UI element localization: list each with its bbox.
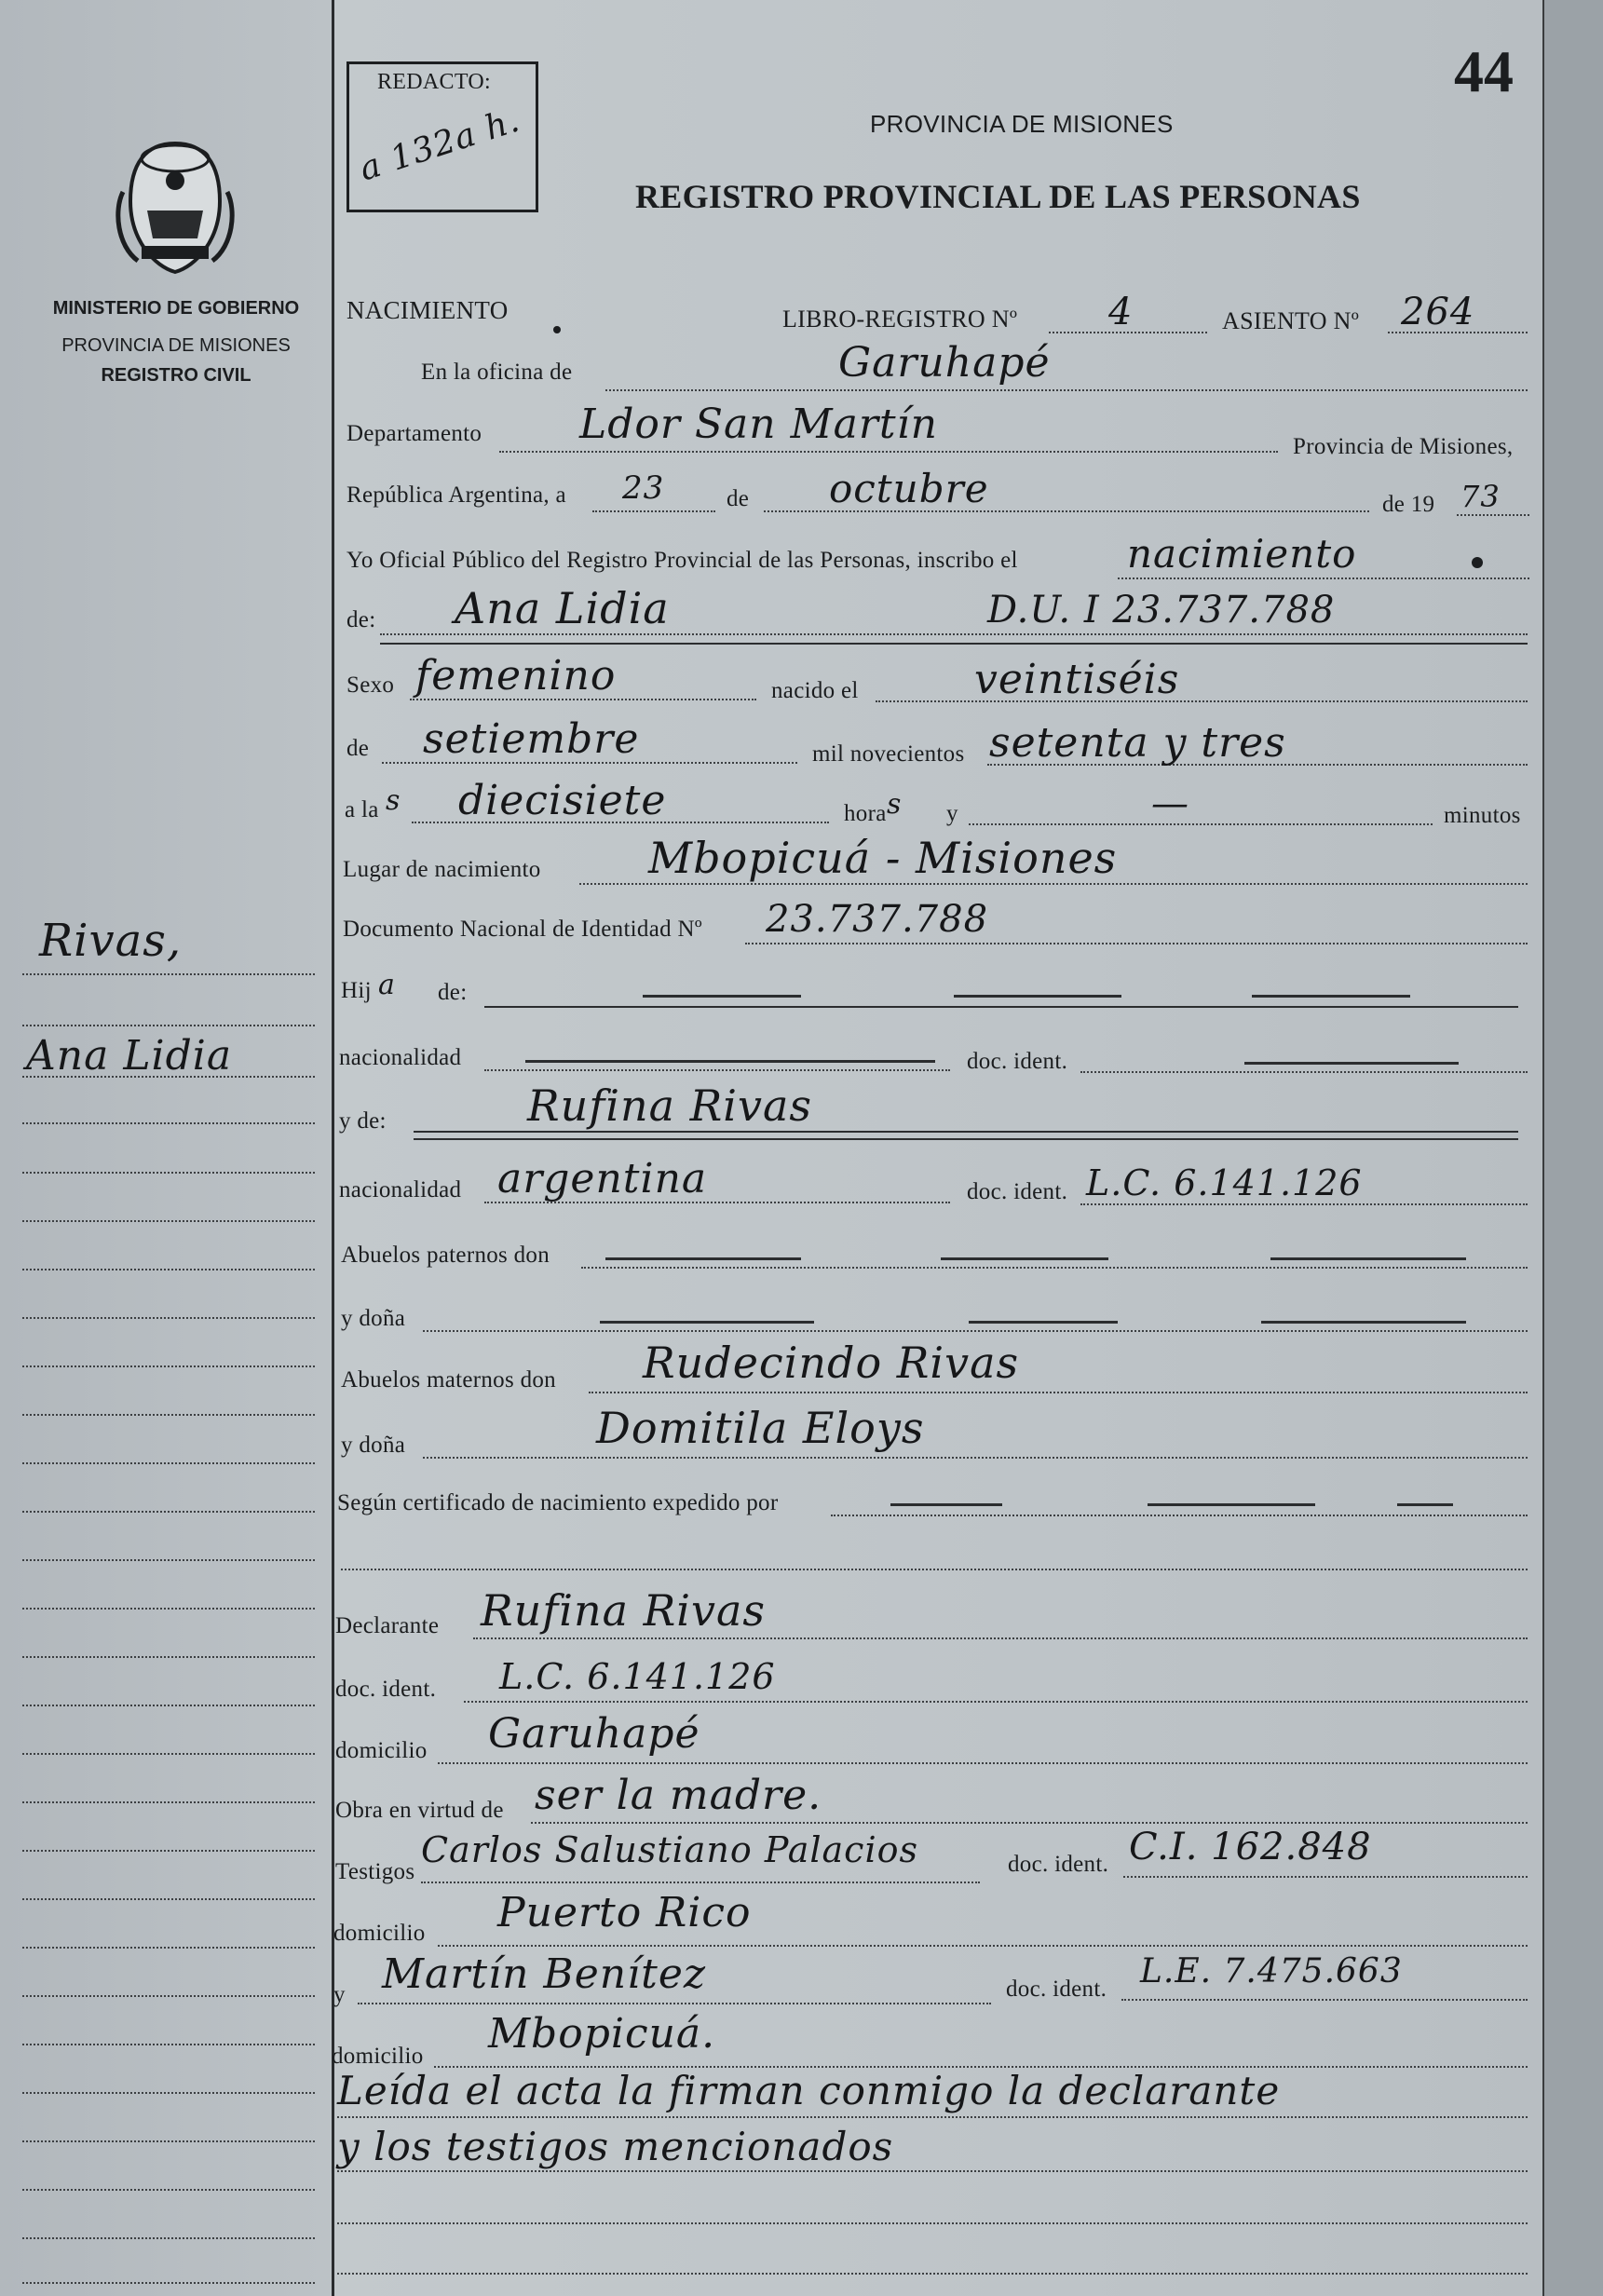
sidebar-line bbox=[22, 1025, 315, 1026]
label-libro: LIBRO-REGISTRO Nº bbox=[782, 306, 1018, 333]
sidebar-line bbox=[22, 1801, 315, 1803]
label-sexo: Sexo bbox=[346, 672, 395, 698]
header-title: REGISTRO PROVINCIAL DE LAS PERSONAS bbox=[635, 178, 1361, 215]
label-mil-novecientos: mil novecientos bbox=[812, 741, 965, 767]
label-asiento: ASIENTO Nº bbox=[1222, 307, 1360, 334]
value-obra: ser la madre. bbox=[535, 1772, 822, 1819]
field-line bbox=[337, 2116, 1528, 2118]
value-lugar: Mbopicuá - Misiones bbox=[648, 833, 1118, 883]
sidebar-line bbox=[22, 1414, 315, 1416]
sidebar-line bbox=[22, 1898, 315, 1900]
label-dni: Documento Nacional de Identidad Nº bbox=[343, 917, 702, 942]
value-hija: a bbox=[378, 969, 396, 1001]
coat-of-arms-icon bbox=[110, 136, 240, 276]
label-y-de: y de: bbox=[339, 1108, 387, 1134]
sidebar-line bbox=[22, 1511, 315, 1513]
label-doc-ident: doc. ident. bbox=[967, 1049, 1068, 1074]
sidebar-line bbox=[22, 2282, 315, 2284]
label-hijo: Hij bbox=[341, 978, 372, 1003]
value-testigo1-doc: C.I. 162.848 bbox=[1129, 1826, 1372, 1868]
sidebar-line bbox=[22, 1462, 315, 1464]
field-line bbox=[1123, 1876, 1528, 1878]
value-testigo2: Martín Benítez bbox=[382, 1950, 707, 1998]
sidebar-line bbox=[22, 1753, 315, 1755]
label-doc-ident-testigo1: doc. ident. bbox=[1008, 1852, 1109, 1877]
blank-dash bbox=[643, 995, 801, 998]
field-rule bbox=[414, 1138, 1518, 1140]
blank-dash bbox=[1252, 995, 1410, 998]
field-line bbox=[438, 1945, 1528, 1947]
right-margin-line bbox=[1542, 0, 1544, 2296]
sidebar-line bbox=[22, 2140, 315, 2142]
field-line bbox=[423, 1457, 1528, 1459]
value-declarante: Rufina Rivas bbox=[481, 1585, 767, 1636]
field-line bbox=[605, 389, 1528, 391]
value-dia: 23 bbox=[622, 469, 665, 507]
value-inscribo: nacimiento bbox=[1127, 531, 1357, 577]
value-testigo1-domicilio: Puerto Rico bbox=[497, 1889, 752, 1936]
field-line bbox=[1080, 1203, 1528, 1205]
label-de-mes: de bbox=[727, 486, 750, 511]
field-line bbox=[380, 633, 1528, 635]
sidebar-line bbox=[22, 2189, 315, 2191]
sidebar-line bbox=[22, 1172, 315, 1174]
label-de: de: bbox=[346, 607, 376, 632]
label-y: y bbox=[946, 801, 958, 826]
field-line bbox=[1457, 514, 1529, 516]
value-libro: 4 bbox=[1108, 291, 1134, 333]
ink-dot bbox=[1472, 557, 1483, 568]
ink-dot bbox=[553, 326, 561, 333]
sidebar-line bbox=[22, 1995, 315, 1997]
label-domicilio-testigo1: domicilio bbox=[333, 1921, 426, 1946]
blank-dash bbox=[600, 1321, 814, 1324]
blank-dash bbox=[1261, 1321, 1466, 1324]
redacto-stamp bbox=[346, 61, 538, 212]
sidebar-line bbox=[22, 1220, 315, 1222]
field-line bbox=[337, 2170, 1528, 2172]
field-line bbox=[969, 823, 1433, 825]
blank-dash bbox=[1148, 1503, 1315, 1506]
field-line bbox=[337, 2273, 1528, 2275]
label-de2: de bbox=[346, 736, 370, 761]
sidebar-line bbox=[22, 1608, 315, 1610]
label-nacionalidad-madre: nacionalidad bbox=[339, 1177, 462, 1202]
sidebar-surname: Rivas, bbox=[39, 915, 183, 967]
value-nacido-anio: setenta y tres bbox=[989, 719, 1286, 767]
sidebar-province: PROVINCIA DE MISIONES bbox=[61, 335, 291, 356]
value-a-la-s: s bbox=[386, 784, 401, 817]
sidebar-line bbox=[22, 1269, 315, 1270]
page-edge bbox=[1544, 0, 1603, 2296]
sidebar-line bbox=[22, 1850, 315, 1852]
label-de-anio: de 19 bbox=[1382, 492, 1435, 517]
label-y-testigo2: y bbox=[333, 1982, 346, 2007]
label-provincia-de: Provincia de Misiones, bbox=[1293, 434, 1514, 459]
label-testigos: Testigos bbox=[335, 1859, 415, 1884]
blank-dash bbox=[1244, 1062, 1459, 1065]
field-line bbox=[473, 1637, 1528, 1639]
sidebar-line bbox=[22, 1122, 315, 1124]
sidebar-line bbox=[22, 973, 315, 975]
page-number: 44 bbox=[1454, 38, 1514, 104]
value-asiento: 264 bbox=[1401, 291, 1475, 333]
closing-note-line1: Leída el acta la firman conmigo la declarante bbox=[337, 2068, 1281, 2113]
sidebar-line bbox=[22, 1656, 315, 1658]
label-yo-oficial: Yo Oficial Público del Registro Provincial de las Personas, inscribo el bbox=[346, 548, 1018, 573]
label-doc-ident-declarante: doc. ident. bbox=[335, 1677, 437, 1702]
field-line bbox=[438, 1762, 1528, 1764]
field-line bbox=[484, 1069, 950, 1071]
field-line bbox=[499, 451, 1278, 453]
field-line bbox=[581, 1267, 1528, 1269]
sidebar-line bbox=[22, 2044, 315, 2045]
label-departamento: Departamento bbox=[346, 421, 482, 446]
label-abuelos-maternos: Abuelos maternos don bbox=[341, 1367, 556, 1393]
sidebar-line bbox=[22, 2092, 315, 2094]
blank-dash bbox=[1397, 1503, 1453, 1506]
blank-dash bbox=[890, 1503, 1002, 1506]
label-minutos: minutos bbox=[1444, 803, 1521, 828]
label-lugar: Lugar de nacimiento bbox=[343, 857, 541, 882]
sidebar-line bbox=[22, 1365, 315, 1367]
label-doc-ident-testigo2: doc. ident. bbox=[1006, 1977, 1107, 2002]
sidebar-given-names: Ana Lidia bbox=[26, 1032, 233, 1080]
sidebar-registry: REGISTRO CIVIL bbox=[101, 365, 251, 386]
field-line bbox=[531, 1822, 1528, 1824]
label-nacionalidad: nacionalidad bbox=[339, 1045, 462, 1070]
value-nombre: Ana Lidia bbox=[455, 583, 670, 633]
value-oficina: Garuhapé bbox=[838, 339, 1051, 387]
label-domicilio-declarante: domicilio bbox=[335, 1738, 428, 1763]
value-departamento: Ldor San Martín bbox=[579, 401, 939, 448]
field-line bbox=[831, 1515, 1528, 1516]
label-nacido-el: nacido el bbox=[771, 678, 859, 703]
label-y-dona-materna: y doña bbox=[341, 1433, 406, 1458]
value-mes: octubre bbox=[829, 466, 989, 511]
value-testigo2-domicilio: Mbopicuá. bbox=[488, 2010, 716, 2058]
field-line bbox=[358, 2003, 991, 2004]
sidebar-line bbox=[22, 1947, 315, 1949]
field-line bbox=[876, 700, 1528, 702]
field-line bbox=[464, 1701, 1528, 1703]
field-rule bbox=[380, 643, 1528, 645]
value-dni: 23.737.788 bbox=[766, 898, 989, 941]
header-province: PROVINCIA DE MISIONES bbox=[870, 110, 1174, 138]
field-line bbox=[592, 510, 715, 512]
field-line bbox=[589, 1392, 1528, 1393]
value-minutos: — bbox=[1151, 782, 1189, 825]
value-testigo2-doc: L.E. 7.475.663 bbox=[1140, 1952, 1403, 1990]
label-oficina: En la oficina de bbox=[421, 360, 573, 385]
value-madre-nacionalidad: argentina bbox=[497, 1155, 708, 1202]
value-du: D.U. I 23.737.788 bbox=[987, 589, 1336, 632]
label-doc-ident-madre: doc. ident. bbox=[967, 1179, 1068, 1204]
label-y-dona-paterna: y doña bbox=[341, 1306, 406, 1331]
label-republica: República Argentina, a bbox=[346, 482, 566, 508]
blank-dash bbox=[969, 1321, 1118, 1324]
value-nacido-dia: veintiséis bbox=[974, 656, 1180, 703]
value-madre: Rufina Rivas bbox=[527, 1080, 813, 1131]
value-abuelo-materno: Rudecindo Rivas bbox=[643, 1338, 1020, 1388]
blank-dash bbox=[941, 1257, 1108, 1260]
sidebar-line bbox=[22, 1559, 315, 1561]
value-declarante-domicilio: Garuhapé bbox=[488, 1710, 700, 1758]
sidebar-line bbox=[22, 1317, 315, 1319]
value-testigo1: Carlos Salustiano Palacios bbox=[421, 1829, 918, 1870]
closing-note-line2: y los testigos mencionados bbox=[337, 2124, 894, 2169]
field-line bbox=[1080, 1071, 1528, 1073]
stamp-note: a 132a h. bbox=[355, 101, 525, 189]
field-line bbox=[579, 883, 1528, 885]
blank-dash bbox=[954, 995, 1121, 998]
blank-dash bbox=[605, 1257, 801, 1260]
label-hijo-de: de: bbox=[438, 980, 468, 1005]
value-sexo: femenino bbox=[415, 652, 617, 700]
blank-dash bbox=[525, 1060, 935, 1063]
label-segun: Según certificado de nacimiento expedido por bbox=[337, 1490, 779, 1515]
value-declarante-doc: L.C. 6.141.126 bbox=[499, 1656, 776, 1697]
label-obra: Obra en virtud de bbox=[335, 1798, 504, 1823]
label-a-la: a la bbox=[345, 797, 379, 822]
field-line bbox=[1121, 1999, 1528, 2001]
field-line bbox=[745, 943, 1528, 944]
stamp-label: REDACTO: bbox=[377, 70, 491, 94]
label-domicilio-testigo2: domicilio bbox=[332, 2044, 424, 2069]
blank-dash bbox=[1270, 1257, 1466, 1260]
field-line bbox=[421, 1882, 980, 1883]
value-abuela-materna: Domitila Eloys bbox=[596, 1403, 925, 1453]
field-line bbox=[423, 1330, 1528, 1332]
label-nacimiento: NACIMIENTO bbox=[346, 296, 509, 324]
sidebar-line bbox=[22, 1705, 315, 1706]
sidebar-line bbox=[22, 2237, 315, 2239]
field-line bbox=[1118, 577, 1529, 579]
field-rule bbox=[484, 1006, 1518, 1008]
label-horas: hora bbox=[844, 801, 887, 826]
value-anio: 73 bbox=[1460, 479, 1501, 514]
value-nacido-mes: setiembre bbox=[423, 715, 640, 763]
field-line bbox=[337, 2222, 1528, 2224]
value-madre-doc: L.C. 6.141.126 bbox=[1086, 1162, 1363, 1203]
value-hora: diecisiete bbox=[458, 777, 667, 824]
value-horas-s: s bbox=[887, 788, 903, 821]
field-line bbox=[341, 1569, 1528, 1570]
field-rule bbox=[414, 1131, 1518, 1133]
sidebar-ministry: MINISTERIO DE GOBIERNO bbox=[52, 298, 300, 319]
label-abuelos-paternos: Abuelos paternos don bbox=[341, 1243, 550, 1268]
label-declarante: Declarante bbox=[335, 1613, 440, 1638]
